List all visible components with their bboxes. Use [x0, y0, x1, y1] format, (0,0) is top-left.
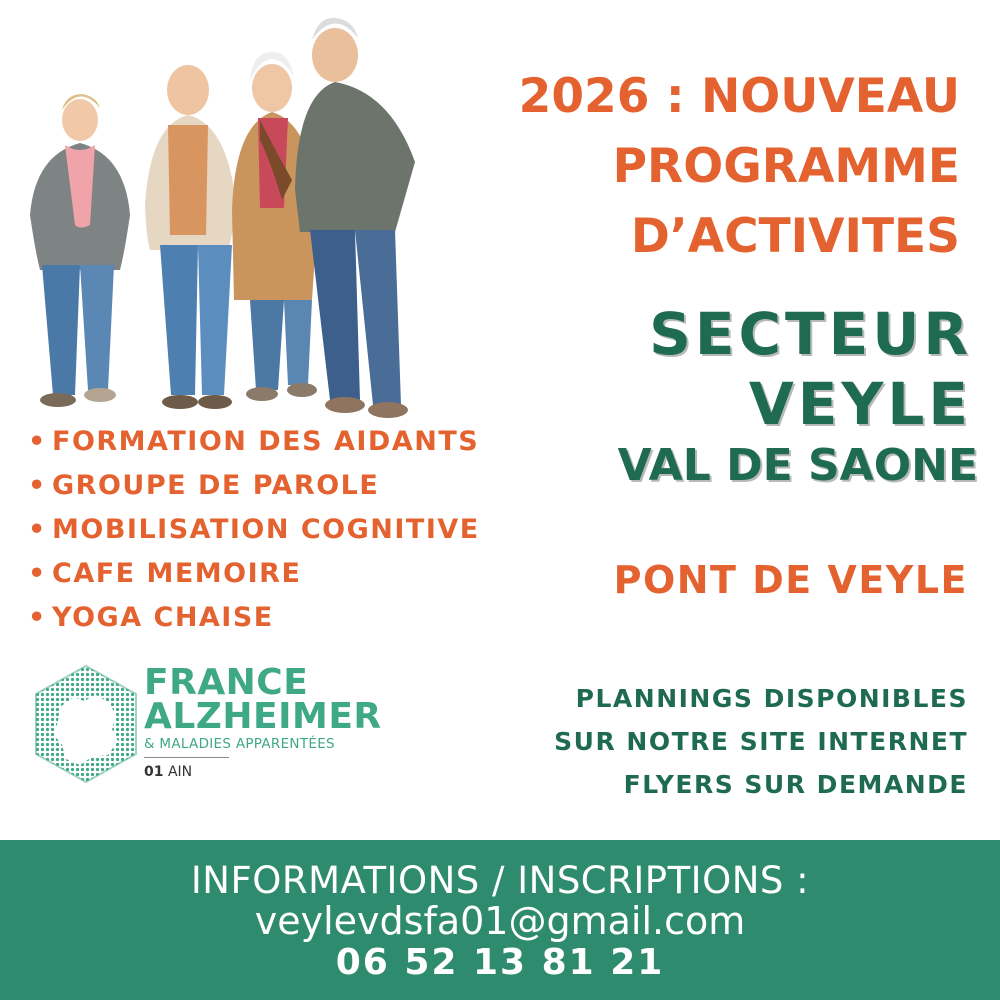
- list-item: [28, 420, 480, 464]
- logo-subtitle: & MALADIES APPARENTÉES: [144, 736, 335, 752]
- activity-label: YOGA CHAISE: [52, 602, 274, 633]
- info-line: FLYERS SUR DEMANDE: [623, 770, 968, 799]
- bullet-icon: •: [28, 602, 47, 633]
- contact-phone[interactable]: 06 52 13 81 21: [335, 942, 665, 983]
- headline-line-3: D’ACTIVITES: [630, 209, 960, 264]
- list-item: [28, 508, 480, 552]
- hexagon-france-map-icon: [30, 662, 142, 787]
- sector-line-2: VEYLE: [748, 370, 972, 438]
- bullet-icon: •: [28, 514, 47, 545]
- logo-title-line-2: ALZHEIMER: [144, 696, 382, 737]
- logo-department: [144, 764, 192, 780]
- department-name: AIN: [167, 764, 193, 780]
- list-item: [28, 596, 480, 640]
- info-lines: [554, 677, 968, 806]
- person-1: [30, 94, 130, 407]
- bullet-icon: •: [28, 426, 47, 457]
- list-item: [28, 464, 480, 508]
- sector-line-1: SECTEUR: [649, 300, 972, 368]
- logo-divider: [144, 757, 229, 758]
- headline-line-2: PROGRAMME: [612, 139, 960, 194]
- bullet-icon: •: [28, 558, 47, 589]
- contact-email[interactable]: veylevdsfa01@gmail.com: [254, 899, 746, 943]
- info-line: PLANNINGS DISPONIBLES: [575, 684, 968, 713]
- activity-label: CAFE MEMOIRE: [52, 558, 302, 589]
- logo-title-line-1: FRANCE: [144, 662, 309, 703]
- info-line: SUR NOTRE SITE INTERNET: [554, 727, 968, 756]
- person-4: [295, 18, 415, 418]
- department-number: 01: [144, 764, 164, 780]
- activity-label: FORMATION DES AIDANTS: [52, 426, 480, 457]
- sector-line-3: VAL DE SAONE: [617, 440, 978, 491]
- town-name: PONT DE VEYLE: [613, 558, 968, 602]
- headline: [440, 62, 960, 272]
- contact-footer: [0, 840, 1000, 1000]
- bullet-icon: •: [28, 470, 47, 501]
- france-alzheimer-logo: [30, 662, 410, 792]
- footer-title: INFORMATIONS / INSCRIPTIONS :: [190, 859, 810, 902]
- activity-label: GROUPE DE PAROLE: [52, 470, 380, 501]
- activities-list: [28, 420, 480, 640]
- seniors-walking-photo: [10, 10, 440, 420]
- activity-label: MOBILISATION COGNITIVE: [52, 514, 480, 545]
- list-item: [28, 552, 480, 596]
- headline-line-1: 2026 : NOUVEAU: [518, 69, 960, 124]
- person-2: [145, 65, 236, 409]
